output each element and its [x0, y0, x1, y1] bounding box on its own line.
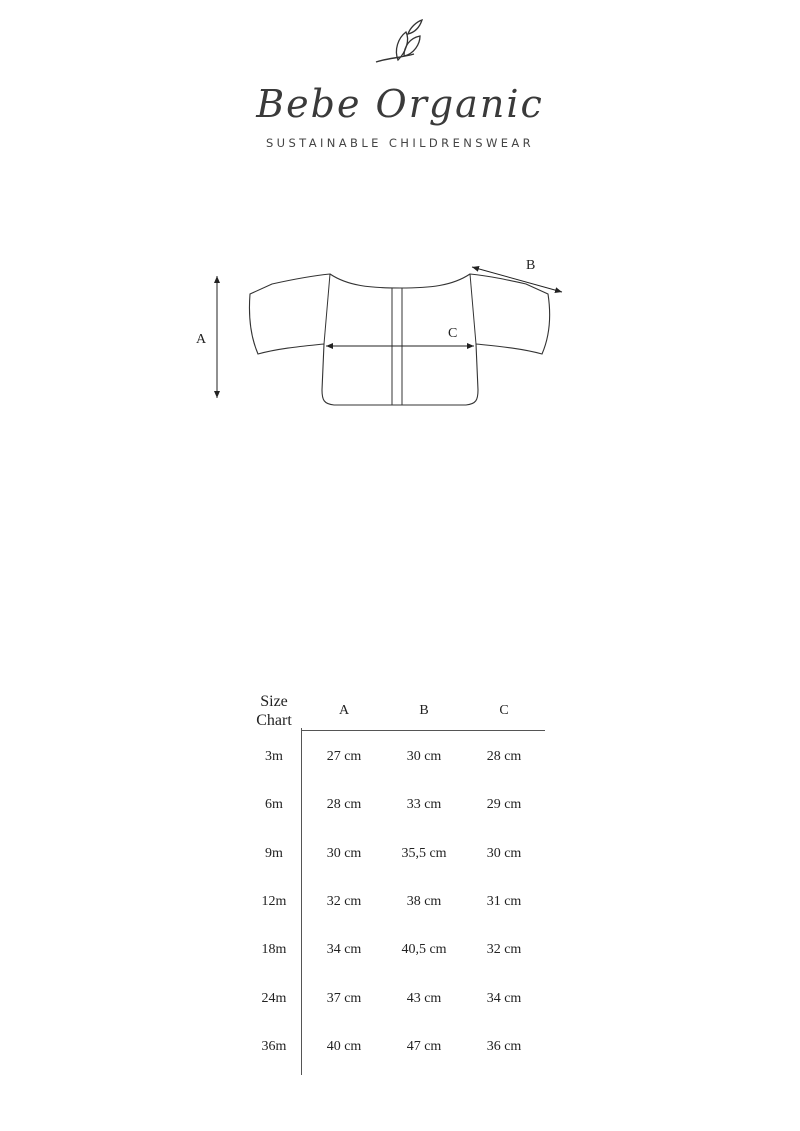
- measurement-a: 32 cm: [326, 893, 362, 909]
- measurement-a: 40 cm: [326, 1038, 362, 1054]
- jacket-drawing: [190, 250, 590, 415]
- brand-name: Bebe Organic: [256, 82, 544, 126]
- size-label: 6m: [265, 797, 283, 813]
- measurement-b: 35,5 cm: [401, 845, 447, 861]
- measurement-a: 37 cm: [326, 990, 362, 1006]
- measurement-a: 27 cm: [326, 749, 362, 764]
- measurement-c: 36 cm: [486, 1038, 522, 1054]
- size-label: 24m: [261, 990, 287, 1006]
- garment-diagram: [190, 250, 590, 415]
- size-label: 18m: [261, 942, 287, 958]
- dimension-a-label: A: [196, 332, 207, 347]
- dimension-c-label: C: [448, 326, 458, 341]
- column-header-a: A: [338, 703, 350, 718]
- measurement-b: 30 cm: [406, 749, 442, 764]
- measurement-c: 30 cm: [486, 845, 522, 861]
- measurement-b: 33 cm: [406, 797, 442, 813]
- measurement-b: 47 cm: [406, 1038, 442, 1054]
- measurement-a: 30 cm: [326, 845, 362, 861]
- table-horizontal-rule: [301, 730, 545, 731]
- size-chart-table: [240, 690, 560, 1090]
- measurement-c: 32 cm: [486, 942, 522, 958]
- leaf-logo-icon: [370, 14, 430, 66]
- dimension-b-arrow: [472, 267, 562, 292]
- brand-tagline: SUSTAINABLE CHILDRENSWEAR: [265, 136, 535, 150]
- measurement-b: 38 cm: [406, 893, 442, 909]
- measurement-c: 31 cm: [486, 893, 522, 909]
- size-label: 12m: [261, 893, 287, 909]
- measurement-c: 34 cm: [486, 990, 522, 1006]
- measurement-a: 34 cm: [326, 942, 362, 958]
- column-header-c: C: [499, 703, 509, 718]
- size-chart-title: Size Chart: [256, 693, 292, 729]
- measurement-b: 43 cm: [406, 990, 442, 1006]
- size-label: 3m: [265, 749, 283, 764]
- measurement-c: 28 cm: [486, 749, 522, 764]
- measurement-a: 28 cm: [326, 797, 362, 813]
- size-label: 9m: [265, 845, 283, 861]
- measurement-b: 40,5 cm: [401, 942, 447, 958]
- dimension-b-label: B: [526, 258, 536, 273]
- column-header-b: B: [419, 703, 429, 718]
- size-label: 36m: [261, 1038, 287, 1054]
- measurement-c: 29 cm: [486, 797, 522, 813]
